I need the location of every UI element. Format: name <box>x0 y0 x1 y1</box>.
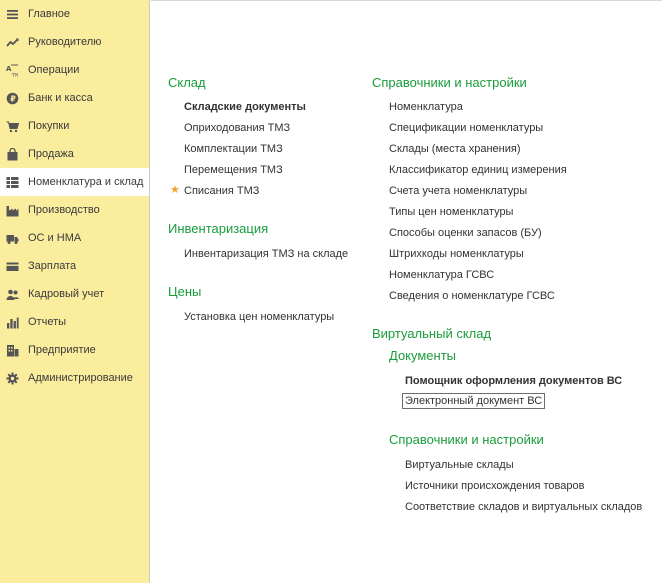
sidebar-item-label: Кадровый учет <box>28 288 105 300</box>
section-title-sklad: Склад <box>168 75 206 90</box>
sidebar-item-hr[interactable] <box>0 280 149 308</box>
section-title-virtual-warehouse: Виртуальный склад <box>372 326 492 341</box>
sidebar-item-label: Покупки <box>28 120 70 132</box>
sidebar-item-admin[interactable] <box>0 364 149 392</box>
link-vs-electronic-document[interactable]: Электронный документ ВС <box>405 395 543 407</box>
gear-icon <box>5 371 19 385</box>
building-icon <box>5 343 19 357</box>
operations-icon <box>5 63 19 77</box>
sidebar-item-label: Номенклатура и склад <box>28 176 144 188</box>
link-valuation-methods[interactable]: Способы оценки запасов (БУ) <box>389 227 542 239</box>
section-title-references: Справочники и настройки <box>372 75 527 90</box>
grid-icon <box>5 175 19 189</box>
sidebar-item-purchases[interactable] <box>0 112 149 140</box>
sidebar-item-bank[interactable] <box>0 84 149 112</box>
sidebar-item-label: Продажа <box>28 148 74 160</box>
link-tmz-receipts[interactable]: Оприходования ТМЗ <box>184 122 291 134</box>
truck-icon <box>5 231 19 245</box>
sidebar-item-label: Администрирование <box>28 372 133 384</box>
content-panel <box>151 0 662 583</box>
bar-chart-icon <box>5 315 19 329</box>
svg-text:тк: тк <box>11 71 19 77</box>
link-nomenclature[interactable]: Номенклатура <box>389 101 463 113</box>
link-accounts[interactable]: Счета учета номенклатуры <box>389 185 528 197</box>
wallet-icon <box>5 259 19 273</box>
divider <box>151 0 662 1</box>
sidebar-item-label: Предприятие <box>28 344 96 356</box>
link-virtual-warehouses[interactable]: Виртуальные склады <box>405 459 514 471</box>
sidebar-item-production[interactable] <box>0 196 149 224</box>
sidebar-item-label: Производство <box>28 204 100 216</box>
link-nomenclature-gsvs[interactable]: Номенклатура ГСВС <box>389 269 495 281</box>
sidebar-item-label: Зарплата <box>28 260 77 272</box>
sidebar-item-nomenclature[interactable] <box>0 168 149 196</box>
svg-text:A: A <box>5 64 11 73</box>
link-set-prices[interactable]: Установка цен номенклатуры <box>184 311 335 323</box>
link-tmz-assembly[interactable]: Комплектации ТМЗ <box>184 143 283 155</box>
sidebar-item-enterprise[interactable] <box>0 336 149 364</box>
section-title-documents: Документы <box>389 348 457 363</box>
cart-icon <box>5 119 19 133</box>
sidebar-item-label: ОС и НМА <box>28 232 82 244</box>
sidebar <box>0 0 150 583</box>
sidebar-item-label: Операции <box>28 64 80 76</box>
factory-icon <box>5 203 19 217</box>
chart-line-icon <box>5 35 19 49</box>
link-warehouse-documents[interactable]: Складские документы <box>184 101 306 113</box>
bag-icon <box>5 147 19 161</box>
people-icon <box>5 287 19 301</box>
link-gsvs-info[interactable]: Сведения о номенклатуре ГСВС <box>389 290 555 302</box>
sidebar-item-label: Главное <box>28 8 71 20</box>
sidebar-item-main[interactable] <box>0 0 149 28</box>
sidebar-item-label: Отчеты <box>28 316 67 328</box>
menu-icon <box>5 7 19 21</box>
section-title-vs-references: Справочники и настройки <box>389 432 544 447</box>
star-icon: ★ <box>170 184 180 196</box>
link-vs-assistant[interactable]: Помощник оформления документов ВС <box>405 375 623 387</box>
sidebar-item-label: Банк и касса <box>28 92 93 104</box>
link-tmz-transfers[interactable]: Перемещения ТМЗ <box>184 164 283 176</box>
sidebar-item-operations[interactable] <box>0 56 149 84</box>
sidebar-item-label: Руководителю <box>28 36 102 48</box>
link-warehouses[interactable]: Склады (места хранения) <box>389 143 521 155</box>
link-units-classifier[interactable]: Классификатор единиц измерения <box>389 164 567 176</box>
sidebar-item-sales[interactable] <box>0 140 149 168</box>
svg-text:₽: ₽ <box>9 94 16 103</box>
link-nomenclature-specs[interactable]: Спецификации номенклатуры <box>389 122 544 134</box>
sidebar-item-manager[interactable] <box>0 28 149 56</box>
link-tmz-writeoffs[interactable]: Списания ТМЗ <box>184 185 260 197</box>
bank-icon <box>5 91 19 105</box>
link-barcodes[interactable]: Штрихкоды номенклатуры <box>389 248 524 260</box>
link-goods-origins[interactable]: Источники происхождения товаров <box>405 480 585 492</box>
section-title-prices: Цены <box>168 284 202 299</box>
sidebar-item-reports[interactable] <box>0 308 149 336</box>
sidebar-item-salary[interactable] <box>0 252 149 280</box>
link-inventory-tmz[interactable]: Инвентаризация ТМЗ на складе <box>184 248 349 260</box>
sidebar-item-assets[interactable] <box>0 224 149 252</box>
link-warehouse-mapping[interactable]: Соответствие складов и виртуальных складов <box>405 501 643 513</box>
section-title-inventory: Инвентаризация <box>168 221 269 236</box>
link-price-types[interactable]: Типы цен номенклатуры <box>389 206 514 218</box>
